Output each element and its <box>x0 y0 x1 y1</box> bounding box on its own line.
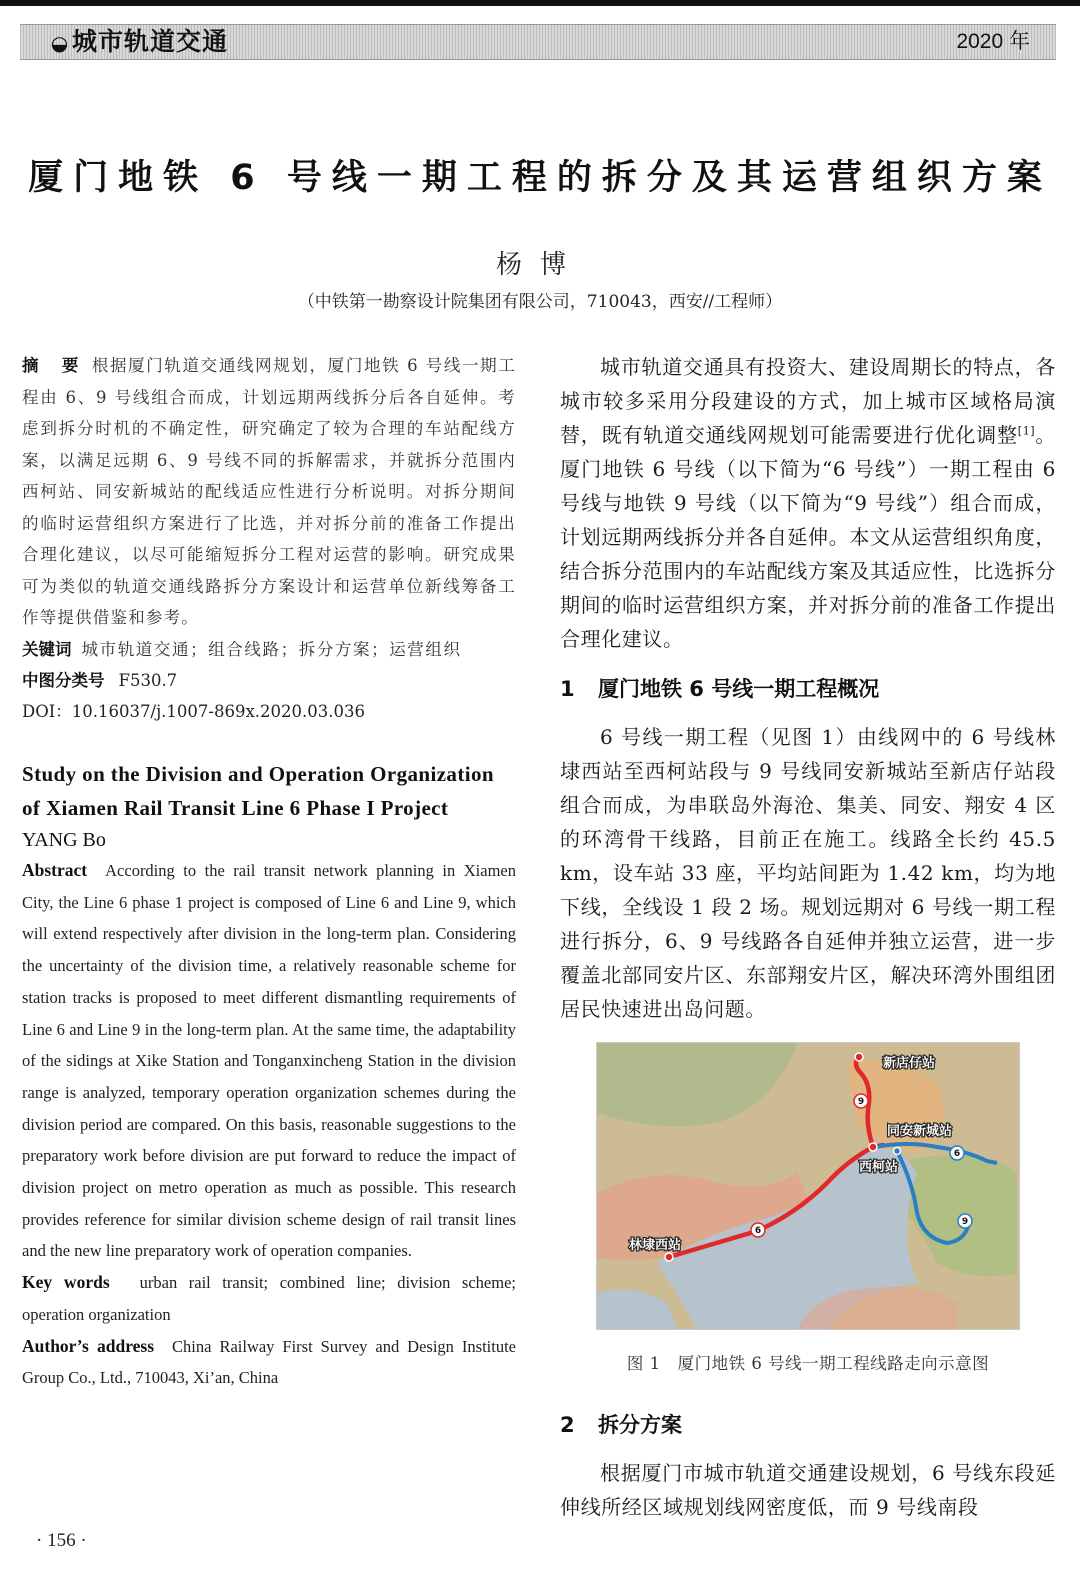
station-label-xindianzai: 新店仔站 <box>883 1056 936 1071</box>
abstract-text: 根据厦门轨道交通线网规划，厦门地铁 6 号线一期工程由 6、9 号线组合而成，计划远期两线拆分后各自延伸。考虑到拆分时机的不确定性，研究确定了较为合理的车站配线方案，以满足远期 6、9 号线不同的拆解需求，并就拆分范围内西柯站、同安新城站的配线适应性进行分析说明。对拆分期间的临时运营组织方案进行了比选，并对拆分前的准备工作提出合理化建议，以尽可能缩短拆分工程对运营的影响。研究成果可为类似的轨道交通线路拆分方案设计和运营单位新线筹备工作等提供借鉴和参考。 <box>22 356 516 627</box>
journal-name: 城市轨道交通 <box>72 27 229 56</box>
authors-address <box>22 1331 516 1394</box>
clc-value: F530.7 <box>118 671 178 690</box>
left-column <box>22 350 516 1394</box>
station-label-xike: 西柯站 <box>859 1160 899 1175</box>
line-badge <box>958 1214 972 1228</box>
reference-marker[interactable]: [1] <box>1017 424 1036 438</box>
paper-title: 厦门地铁 6 号线一期工程的拆分及其运营组织方案 <box>28 158 1052 198</box>
station-marker <box>894 1148 901 1155</box>
section-2-paragraph: 根据厦门市城市轨道交通建设规划，6 号线东段延伸线所经区域规划线网密度低，而 9 号线南段 <box>560 1461 1056 1519</box>
line-badge-label: 9 <box>857 1097 865 1107</box>
english-keywords-text: urban rail transit; combined line; division scheme; operation organization <box>22 1273 516 1324</box>
top-rule <box>0 0 1080 6</box>
journal-logo-icon: ◒ <box>50 31 70 55</box>
author-name: 杨博 <box>495 250 584 280</box>
english-author: YANG Bo <box>22 829 106 851</box>
section-1-heading <box>560 674 1056 704</box>
clc-row <box>22 665 516 696</box>
keywords-label: 关键词 <box>22 639 72 659</box>
issue-year: 2020 年 <box>956 30 1030 53</box>
page-number: · 156 · <box>36 1530 87 1551</box>
line-badge-label: 6 <box>754 1226 762 1236</box>
english-keywords <box>22 1267 516 1330</box>
line-badge-label: 9 <box>961 1217 969 1227</box>
section-1-number: 1 <box>560 677 575 701</box>
english-title: Study on the Division and Operation Organization of Xiamen Rail Transit Line 6 Phase I Project <box>22 762 494 820</box>
line-badge <box>751 1223 765 1237</box>
station-marker <box>869 1143 877 1151</box>
station-label-lindaixi: 林埭西站 <box>629 1238 682 1253</box>
section-2-heading <box>560 1410 1056 1440</box>
english-keywords-label: Key words <box>22 1272 110 1293</box>
route-map <box>597 1043 1019 1329</box>
journal-logo <box>48 25 228 59</box>
english-abstract <box>22 855 516 1267</box>
doi: DOI：10.16037/j.1007-869x.2020.03.036 <box>22 702 366 721</box>
english-abstract-text: According to the rail transit network planning in Xiamen City, the Line 6 phase 1 project is composed of Line 6 and Line 9, which will extend respectively after division in the long-term plan. Considering the uncertainty of the division time, a relatively reasonable scheme for station tracks is proposed to meet different dismantling requirements of Line 6 and Line 9 in the long-term plan. At the same time, the adaptability of the sidings at Xike Station and Tonganxincheng Station in the division range is analyzed, temporary operation organization schemes during the division period are compared. On this basis, reasonable suggestions to the preparatory work before division are put forward to reduce the impact of division project on metro operation as much as possible. This research provides reference for similar division scheme design of rail transit lines and the new line preparatory work of operation companies. <box>22 861 516 1261</box>
section-2-number: 2 <box>560 1413 575 1437</box>
address-label: Author’s address <box>22 1335 155 1356</box>
journal-header <box>20 24 1056 60</box>
intro-text-part1: 城市轨道交通具有投资大、建设周期长的特点，各城市较多采用分段建设的方式，加上城市区域格局演替，既有轨道交通线网规划可能需要进行优化调整 <box>560 355 1056 447</box>
abstract-label: 摘 要 <box>22 356 82 375</box>
intro-text-part2: 。厦门地铁 6 号线（以下简为“6 号线”）一期工程由 6 号线与地铁 9 号线（以下简为“9 号线”）组合而成，计划远期两线拆分并各自延伸。本文从运营组织角度，结合拆分范围内的车站配线方案及其适应性，比选拆分期间的临时运营组织方案，并对拆分前的准备工作提出合理化建议。 <box>560 423 1056 651</box>
station-label-tonganxincheng: 同安新城站 <box>887 1124 953 1139</box>
introduction-paragraph <box>560 350 1056 656</box>
line-badge-label: 6 <box>953 1149 961 1159</box>
route-map-figure <box>596 1042 1020 1330</box>
line-badge <box>854 1094 868 1108</box>
station-marker <box>855 1053 863 1061</box>
line-badge <box>950 1146 964 1160</box>
right-column <box>560 350 1056 1524</box>
chinese-keywords <box>22 634 516 666</box>
chinese-abstract <box>22 350 516 634</box>
address-text: China Railway First Survey and Design Institute Group Co., Ltd., 710043, Xi’an, China <box>22 1336 516 1388</box>
english-abstract-label: Abstract <box>22 860 88 880</box>
author-affiliation: （中铁第一勘察设计院集团有限公司，710043，西安//工程师） <box>297 292 783 312</box>
station-marker <box>665 1253 673 1261</box>
keywords-text: 城市轨道交通；组合线路；拆分方案；运营组织 <box>81 639 462 659</box>
section-2-title: 拆分方案 <box>598 1413 682 1437</box>
section-1-paragraph: 6 号线一期工程（见图 1）由线网中的 6 号线林埭西站至西柯站段与 9 号线同安新城站至新店仔站段组合而成，为串联岛外海沧、集美、同安、翔安 4 区的环湾骨干线路，目前正在施工。线路全长约 45.5 km，设车站 33 座，平均站间距为 1.42 km，均为地下线，全线设 1 段 2 场。规划远期对 6 号线一期工程进行拆分，6、9 号线路各自延伸并独立运营，进一步覆盖北部同安片区、东部翔安片区，解决环湾外围组团居民快速进出岛问题。 <box>560 725 1056 1021</box>
section-1-title: 厦门地铁 6 号线一期工程概况 <box>598 677 880 701</box>
figure-caption: 图 1 厦门地铁 6 号线一期工程线路走向示意图 <box>626 1354 990 1373</box>
clc-label: 中图分类号 <box>22 671 105 690</box>
